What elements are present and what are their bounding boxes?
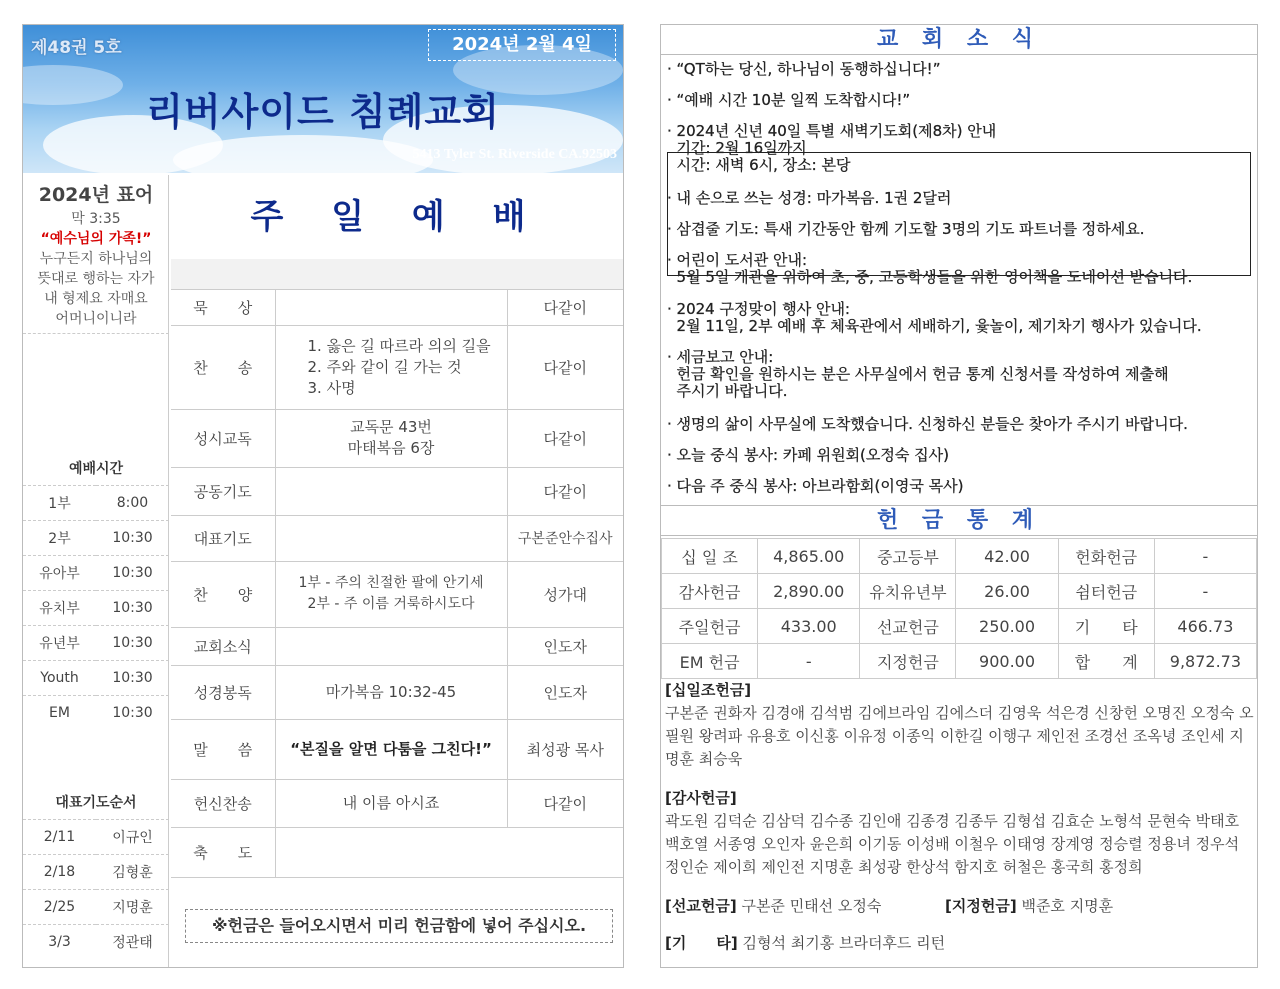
prayer-order-table xyxy=(23,785,169,959)
offering-label: 선교헌금 xyxy=(860,609,956,644)
worship-content xyxy=(275,515,507,561)
worship-content xyxy=(275,289,507,325)
news-item: · 2024 구정맞이 행사 안내: 2월 11일, 2부 예배 후 체육관에서 세배하기, 윷놀이, 제기차기 행사가 있습니다. xyxy=(667,300,1202,335)
news-item: · “QT하는 당신, 하나님이 동행하십니다!” xyxy=(667,60,941,78)
table-row xyxy=(23,625,169,660)
worship-content: 1부 - 주의 친절한 팔에 안기세 2부 - 주 이름 거룩하시도다 xyxy=(275,561,507,627)
offering-label: 합 계 xyxy=(1058,644,1154,679)
prayer-leader: 정관태 xyxy=(96,924,169,959)
worship-leader: 성가대 xyxy=(507,561,623,627)
service-time: 8:00 xyxy=(96,485,169,520)
offering-amount: 4,865.00 xyxy=(758,539,860,574)
news-title: 교 회 소 식 xyxy=(661,25,1257,55)
news-item: · “예배 시간 10분 일찍 도착합시다!” xyxy=(667,91,911,109)
bulletin-date: 2024년 2월 4일 xyxy=(428,29,616,61)
prayer-leader: 이규인 xyxy=(96,819,169,854)
designated-donors: 백준호 지명훈 xyxy=(1021,897,1114,915)
service-name: Youth xyxy=(23,660,96,695)
motto-line: 어머니이니라 xyxy=(55,311,137,327)
table-row xyxy=(23,590,169,625)
worship-leader: 구본준안수집사 xyxy=(507,515,623,561)
offering-notice: ※헌금은 들어오시면서 미리 헌금함에 넣어 주십시오. xyxy=(185,909,613,943)
service-name: 2부 xyxy=(23,520,96,555)
offering-amount: 2,890.00 xyxy=(758,574,860,609)
worship-content: 마가복음 10:32-45 xyxy=(275,665,507,719)
news-item: · 다음 주 중식 봉사: 아브라함회(이영국 목사) xyxy=(667,477,964,495)
offering-amount: - xyxy=(1154,539,1256,574)
thanks-heading: [감사헌금] xyxy=(665,789,737,807)
thanks-donors: 곽도원 김덕순 김삼덕 김수종 김인애 김종경 김종두 김형섭 김효순 노형석 문현숙 박태호 백호열 서종영 오인자 윤은희 이기동 이성배 이철우 이태영 장계영 정승렬 정용녀 정우석 정인순 제이희 제인전 지명훈 최성광 한상석 함지호 허철은 홍국희 홍정희 xyxy=(665,812,1240,876)
worship-item: 헌신찬송 xyxy=(171,779,275,827)
offering-label: 유치유년부 xyxy=(860,574,956,609)
offering-label: 십 일 조 xyxy=(662,539,758,574)
prayer-date: 3/3 xyxy=(23,924,96,959)
news-item: · 어린이 도서관 안내: 5월 5일 개관을 위하여 초, 중, 고등학생들을 위한 영어책을 도네이션 받습니다. xyxy=(667,251,1193,286)
table-row xyxy=(23,819,169,854)
worship-leader: 인도자 xyxy=(507,627,623,665)
donor-lists xyxy=(665,679,1255,955)
table-row xyxy=(171,665,623,719)
offering-amount: 433.00 xyxy=(758,609,860,644)
bulletin-front-page xyxy=(22,24,624,968)
table-row xyxy=(23,555,169,590)
offering-amount: 42.00 xyxy=(956,539,1058,574)
offering-label: EM 헌금 xyxy=(662,644,758,679)
other-donors: 김형석 최기홍 브라더후드 리턴 xyxy=(742,934,946,952)
sidebar xyxy=(23,175,169,967)
tithe-heading: [십일조헌금] xyxy=(665,681,752,699)
bulletin-back-page xyxy=(660,24,1258,968)
worship-order xyxy=(171,175,623,878)
offering-label: 지정헌금 xyxy=(860,644,956,679)
service-time: 10:30 xyxy=(96,520,169,555)
table-row xyxy=(662,609,1257,644)
mission-heading: [선교헌금] xyxy=(665,897,737,915)
offering-table xyxy=(661,538,1257,679)
offering-section xyxy=(661,505,1257,536)
church-name: 리버사이드 침례교회 xyxy=(146,90,500,134)
table-row xyxy=(171,325,623,409)
sermon-title: “본질을 알면 다툼을 그친다!” xyxy=(275,719,507,779)
motto-reference: 막 3:35 xyxy=(71,211,121,227)
worship-leader: 다같이 xyxy=(507,289,623,325)
worship-item: 공동기도 xyxy=(171,467,275,515)
service-time: 10:30 xyxy=(96,695,169,730)
tithe-donors: 구본준 권화자 김경애 김석범 김에브라임 김에스더 김영욱 석은경 신창헌 오명진 오정숙 오필원 왕려파 유용호 이신홍 이유정 이종익 이한길 이행구 제인전 조경선 조옥녕 조인세 지명훈 최승욱 xyxy=(665,704,1254,768)
offering-label: 중고등부 xyxy=(860,539,956,574)
worship-item: 교회소식 xyxy=(171,627,275,665)
news-item: · 내 손으로 쓰는 성경: 마가복음. 1권 2달러 xyxy=(667,189,952,207)
worship-order-table xyxy=(171,259,623,878)
table-row xyxy=(171,827,623,877)
news-item: · 삼겹줄 기도: 특새 기간동안 함께 기도할 3명의 기도 파트너를 정하세요. xyxy=(667,220,1145,238)
prayer-date: 2/25 xyxy=(23,889,96,924)
offering-amount: 250.00 xyxy=(956,609,1058,644)
offering-amount: 466.73 xyxy=(1154,609,1256,644)
table-row xyxy=(171,627,623,665)
table-row xyxy=(662,644,1257,679)
other-heading: [기 타] xyxy=(665,934,738,952)
service-name: 유아부 xyxy=(23,555,96,590)
worship-content xyxy=(275,627,507,665)
table-row xyxy=(171,561,623,627)
worship-title: 주 일 예 배 xyxy=(250,197,544,237)
worship-leader: 최성광 목사 xyxy=(507,719,623,779)
year-motto xyxy=(23,181,169,334)
news-item: · 생명의 삶이 사무실에 도착했습니다. 신청하신 분들은 찾아가 주시기 바랍니다. xyxy=(667,415,1188,433)
worship-leader: 다같이 xyxy=(507,467,623,515)
service-name: 1부 xyxy=(23,485,96,520)
service-name: 유치부 xyxy=(23,590,96,625)
table-row xyxy=(23,924,169,959)
worship-item: 찬 송 xyxy=(171,325,275,409)
worship-item: 축 도 xyxy=(171,827,275,877)
motto-line: 누구든지 하나님의 xyxy=(39,251,153,267)
worship-item: 성경봉독 xyxy=(171,665,275,719)
table-row xyxy=(23,854,169,889)
worship-content xyxy=(275,827,623,877)
table-row xyxy=(171,515,623,561)
service-time: 10:30 xyxy=(96,660,169,695)
worship-content: 교독문 43번 마태복음 6장 xyxy=(275,409,507,467)
worship-content: 1. 옳은 길 따르라 의의 길을 2. 주와 같이 길 가는 것 3. 사명 xyxy=(275,325,507,409)
motto-line: 뜻대로 행하는 자가 xyxy=(37,271,155,287)
service-times-table xyxy=(23,451,169,730)
offering-label: 쉼터헌금 xyxy=(1058,574,1154,609)
offering-label: 감사헌금 xyxy=(662,574,758,609)
worship-item: 대표기도 xyxy=(171,515,275,561)
table-row xyxy=(23,695,169,730)
worship-content xyxy=(275,467,507,515)
offering-amount: 26.00 xyxy=(956,574,1058,609)
header-banner xyxy=(23,25,623,173)
table-row xyxy=(171,467,623,515)
prayer-date: 2/11 xyxy=(23,819,96,854)
news-item: · 오늘 중식 봉사: 카페 위원회(오정숙 집사) xyxy=(667,446,949,464)
table-row xyxy=(23,485,169,520)
worship-leader: 다같이 xyxy=(507,779,623,827)
offering-title: 헌 금 통 계 xyxy=(661,506,1257,536)
service-times-title: 예배시간 xyxy=(68,460,124,477)
table-row xyxy=(23,520,169,555)
motto-line: 내 형제요 자매요 xyxy=(44,291,148,307)
prayer-leader: 지명훈 xyxy=(96,889,169,924)
offering-label: 주일헌금 xyxy=(662,609,758,644)
table-row xyxy=(662,574,1257,609)
worship-item: 말 씀 xyxy=(171,719,275,779)
prayer-date: 2/18 xyxy=(23,854,96,889)
table-row xyxy=(23,660,169,695)
offering-amount: 900.00 xyxy=(956,644,1058,679)
motto-highlight: “예수님의 가족!” xyxy=(40,231,152,247)
table-row xyxy=(171,289,623,325)
worship-leader: 인도자 xyxy=(507,665,623,719)
volume-number: 제48권 5호 xyxy=(31,38,122,58)
mission-donors: 구본준 민태선 오정숙 xyxy=(741,897,882,915)
motto-title: 2024년 표어 xyxy=(38,184,154,206)
offering-amount: 9,872.73 xyxy=(1154,644,1256,679)
news-item: · 2024년 신년 40일 특별 새벽기도회(제8차) 안내 기간: 2월 16일까지 시간: 새벽 6시, 장소: 본당 xyxy=(667,122,997,174)
worship-item: 묵 상 xyxy=(171,289,275,325)
prayer-leader: 김형훈 xyxy=(96,854,169,889)
offering-label: 기 타 xyxy=(1058,609,1154,644)
worship-item: 찬 양 xyxy=(171,561,275,627)
worship-content: 내 이름 아시죠 xyxy=(275,779,507,827)
table-row xyxy=(662,539,1257,574)
service-time: 10:30 xyxy=(96,625,169,660)
offering-label: 헌화헌금 xyxy=(1058,539,1154,574)
service-name: EM xyxy=(23,695,96,730)
church-address: 5413 Tyler St. Riverside CA.92503 xyxy=(412,147,617,162)
worship-leader: 다같이 xyxy=(507,409,623,467)
service-time: 10:30 xyxy=(96,590,169,625)
table-row xyxy=(23,889,169,924)
news-item: · 세금보고 안내: 헌금 확인을 원하시는 분은 사무실에서 헌금 통계 신청서를 작성하여 제출해 주시기 바랍니다. xyxy=(667,348,1169,400)
table-row xyxy=(171,409,623,467)
offering-amount: - xyxy=(758,644,860,679)
worship-leader: 다같이 xyxy=(507,325,623,409)
service-name: 유년부 xyxy=(23,625,96,660)
service-time: 10:30 xyxy=(96,555,169,590)
designated-heading: [지정헌금] xyxy=(945,897,1017,915)
table-row xyxy=(171,779,623,827)
prayer-order-title: 대표기도순서 xyxy=(55,794,137,811)
worship-item: 성시교독 xyxy=(171,409,275,467)
table-row xyxy=(171,719,623,779)
offering-amount: - xyxy=(1154,574,1256,609)
